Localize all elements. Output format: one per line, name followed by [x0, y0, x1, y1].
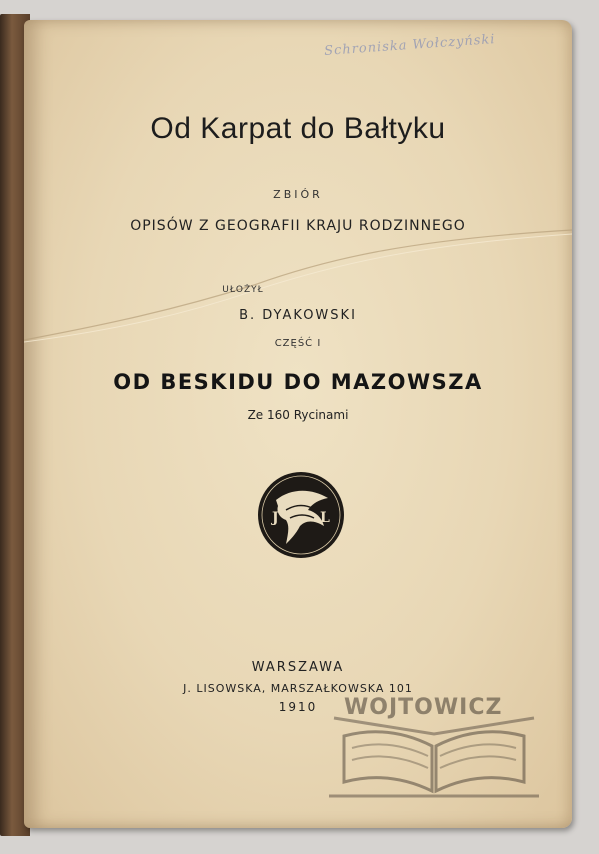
- subtitle: OPISÓW Z GEOGRAFII KRAJU RODZINNEGO: [130, 218, 466, 234]
- illustrations-note: Ze 160 Rycinami: [247, 408, 349, 422]
- year: 1910: [278, 700, 318, 714]
- author: B. DYAKOWSKI: [239, 308, 357, 323]
- compiled-by-label: UŁOŻYŁ: [222, 285, 264, 295]
- city: WARSZAWA: [251, 660, 345, 675]
- title-page: [24, 20, 572, 828]
- logo-letter-right: L: [320, 510, 330, 526]
- eagle-emblem-icon: [256, 470, 346, 560]
- publisher: J. LISOWSKA, MARSZAŁKOWSKA 101: [183, 682, 413, 695]
- book-title: Od Karpat do Bałtyku: [150, 112, 446, 145]
- subtitle-label: ZBIÓR: [273, 188, 323, 201]
- part-title: OD BESKIDU DO MAZOWSZA: [113, 370, 483, 394]
- watermark-text: WOJTOWICZ: [344, 695, 503, 720]
- paper-crease: [24, 190, 572, 360]
- logo-letter-left: J: [272, 510, 279, 526]
- part-label: CZĘŚĆ I: [274, 338, 322, 349]
- handwritten-inscription: Schroniska Wołczyński: [323, 32, 496, 59]
